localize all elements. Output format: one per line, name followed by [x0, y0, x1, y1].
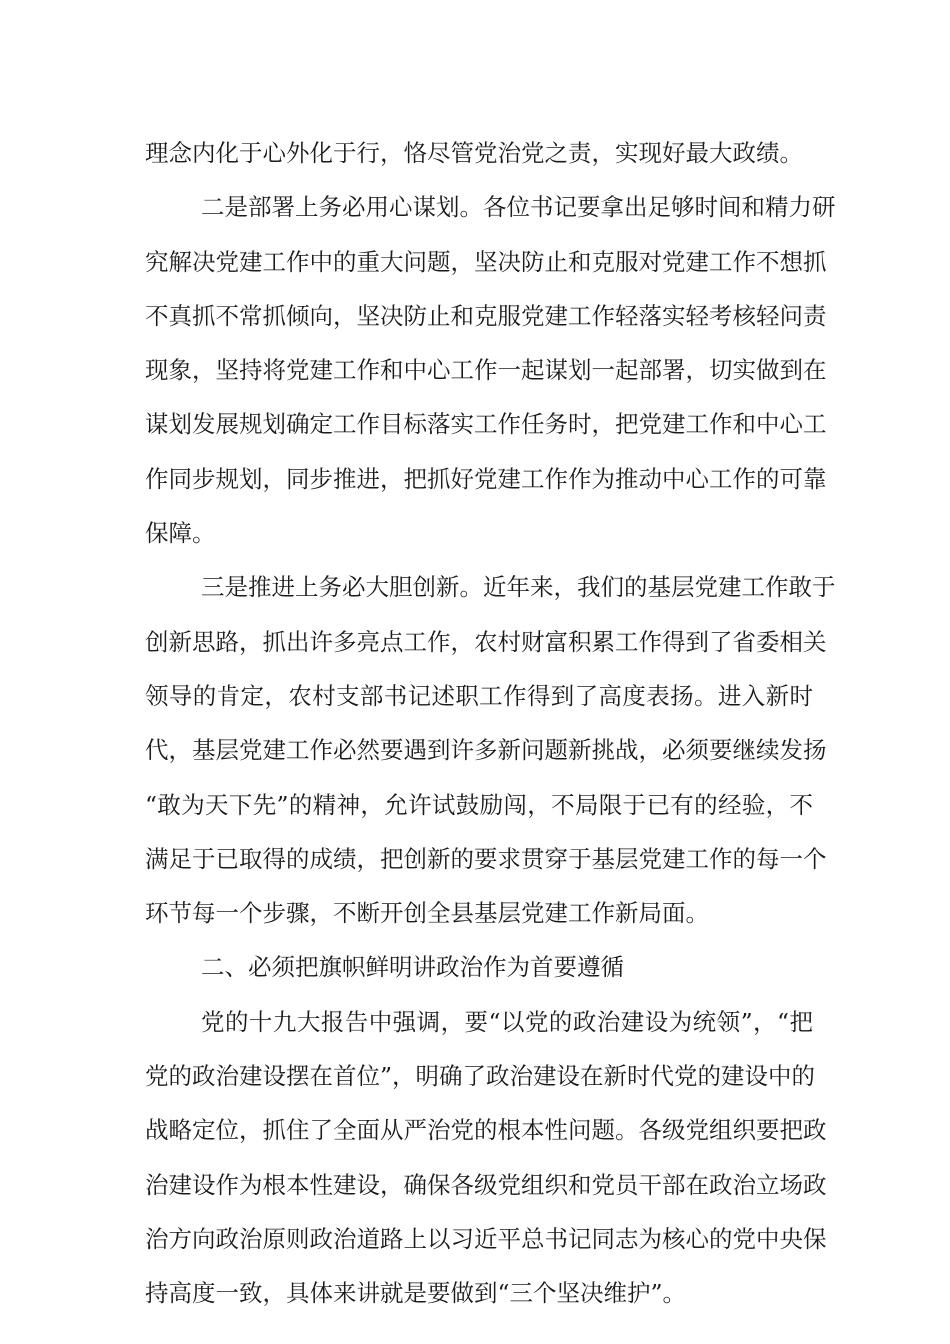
paragraph-2-line-1: 二是部署上务必用心谋划。各位书记要拿出足够时间和精力研 — [201, 193, 836, 222]
paragraph-5-line-6: 持高度一致，具体来讲就是要做到“三个坚决维护”。 — [145, 1279, 687, 1308]
paragraph-2-line-3: 不真抓不常抓倾向，坚决防止和克服党建工作轻落实轻考核轻问责 — [145, 301, 827, 330]
paragraph-3-line-3: 领导的肯定，农村支部书记述职工作得到了高度表扬。进入新时 — [145, 681, 813, 710]
section-heading: 二、必须把旗帜鲜明讲政治作为首要遵循 — [201, 953, 624, 982]
paragraph-3-line-7: 环节每一个步骤，不断开创全县基层党建工作新局面。 — [145, 899, 709, 928]
document-body — [145, 126, 836, 1321]
paragraph-1-line-1: 理念内化于心外化于行，恪尽管党治党之责，实现好最大政绩。 — [145, 139, 803, 167]
paragraph-3-line-2: 创新思路，抓出许多亮点工作，农村财富积累工作得到了省委相关 — [145, 627, 827, 656]
paragraph-3-line-4: 代，基层党建工作必然要遇到许多新问题新挑战，必须要继续发扬 — [145, 736, 827, 765]
paragraph-5-line-3: 战略定位，抓住了全面从严治党的根本性问题。各级党组织要把政 — [145, 1116, 827, 1145]
paragraph-2-line-5: 谋划发展规划确定工作目标落实工作任务时，把党建工作和中心工 — [145, 410, 827, 439]
paragraph-3-line-1: 三是推进上务必大胆创新。近年来，我们的基层党建工作敢于 — [201, 573, 836, 602]
paragraph-3-line-6: 满足于已取得的成绩，把创新的要求贯穿于基层党建工作的每一个 — [145, 844, 827, 873]
paragraph-5-line-5: 治方向政治原则政治道路上以习近平总书记同志为核心的党中央保 — [145, 1224, 827, 1253]
paragraph-5-line-2: 党的政治建设摆在首位”，明确了政治建设在新时代党的建设中的 — [145, 1062, 816, 1091]
paragraph-3-line-5: “敢为天下先”的精神，允许试鼓励闯，不局限于已有的经验，不 — [145, 790, 813, 819]
paragraph-2-line-6: 作同步规划，同步推进，把抓好党建工作作为推动中心工作的可靠 — [145, 464, 827, 493]
paragraph-5-line-4: 治建设作为根本性建设，确保各级党组织和党员干部在政治立场政 — [145, 1170, 827, 1199]
paragraph-2-line-7: 保障。 — [145, 519, 216, 548]
paragraph-2-line-2: 究解决党建工作中的重大问题，坚决防止和克服对党建工作不想抓 — [145, 247, 827, 276]
paragraph-2-line-4: 现象，坚持将党建工作和中心工作一起谋划一起部署，切实做到在 — [145, 356, 827, 385]
paragraph-5-line-1: 党的十九大报告中强调，要“以党的政治建设为统领”，“把 — [201, 1007, 813, 1036]
